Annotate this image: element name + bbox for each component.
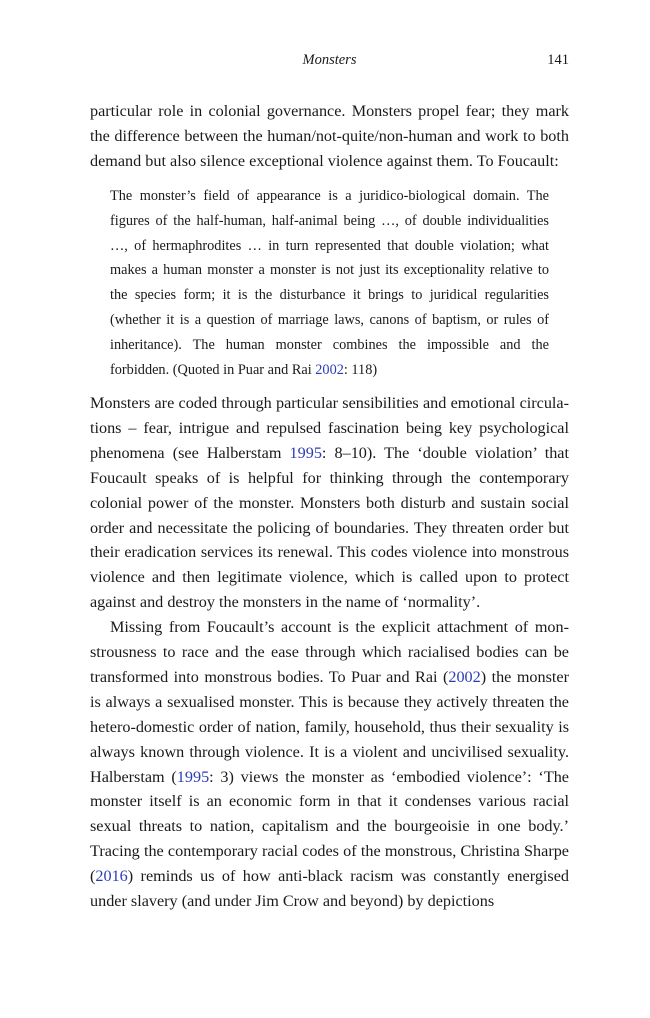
running-head [90, 52, 569, 72]
citation-link-1995[interactable]: 1995 [176, 767, 210, 786]
citation-link-1995[interactable]: 1995 [289, 443, 322, 462]
paragraph-2-text-a: Monsters are coded through particular sensibilities and emotional circulations – fear, intrigue and repulsed fascination being key psychological phenomena (see Halberstam [90, 393, 569, 462]
paragraph-3-text-a: Missing from Foucault’s account is the explicit attachment of monstrousness to race and the ease through which racialised bodies can be transformed into monstrous bodies. To Puar and Rai ( [90, 618, 569, 686]
paragraph-3-text-d: ) reminds us of how anti-black racism was constantly energised under slavery (and under Jim Crow and beyond) by depictions [90, 867, 569, 911]
citation-link-2016[interactable]: 2016 [95, 867, 128, 886]
paragraph-2 [90, 391, 569, 615]
citation-link-2002[interactable]: 2002 [448, 667, 481, 686]
block-quote-page: : 118) [343, 362, 378, 379]
block-quote-text: The monster’s field of appearance is a juridico-biological domain. The figures of the half-human, half-animal being …, of double individualities …, of hermaphrodites … in turn represented that double violation; what makes a human monster a monster is not just its exceptionality relative to the species form; it is the disturbance it brings to juridical regularities (whether it is a question of marriage laws, canons of baptism, or rules of inheritance). The human monster combines the impossible and the forbidden. (Quoted in Puar and Rai [110, 187, 549, 379]
citation-link-2002[interactable]: 2002 [315, 362, 344, 379]
paragraph-3 [90, 615, 569, 914]
paragraph-1: particular role in colonial governance. Monsters propel fear; they mark the difference between the human/not-quite/non-human and work to both demand but also silence exceptional violence against them. To Foucault: [90, 102, 569, 170]
page-number: 141 [547, 52, 569, 68]
paragraph-3-text-c: : 3) views the monster as ‘embodied violence’: ‘The monster itself is an economic form in that it condenses various racial sexual threats to nation, capitalism and the bourgeoisie in one body.’ Tracing the contemporary racial codes of the monstrous, Christina Sharpe ( [90, 767, 569, 886]
paragraph-2-text-b: : 8–10). The ‘double violation’ that Foucault speaks of is helpful for thinking through the contemporary colonial power of the monster. Monsters both disturb and sustain social order and necessitate the policing of boundaries. They threaten order but their eradication services its renewal. This codes violence into monstrous violence and then legitimate violence, which is called upon to protect against and destroy the monsters in the name of ‘normality’. [90, 443, 569, 612]
body-text [90, 99, 569, 914]
paragraph-3-text-b: ) the monster is always a sexualised monster. This is because they actively threaten the hetero-domestic order of nation, family, household, thus their sexuality is always known through violence. It is a violent and uncivilised sexuality. Halberstam ( [90, 667, 569, 786]
block-quote [110, 184, 549, 383]
running-title: Monsters [302, 52, 357, 68]
